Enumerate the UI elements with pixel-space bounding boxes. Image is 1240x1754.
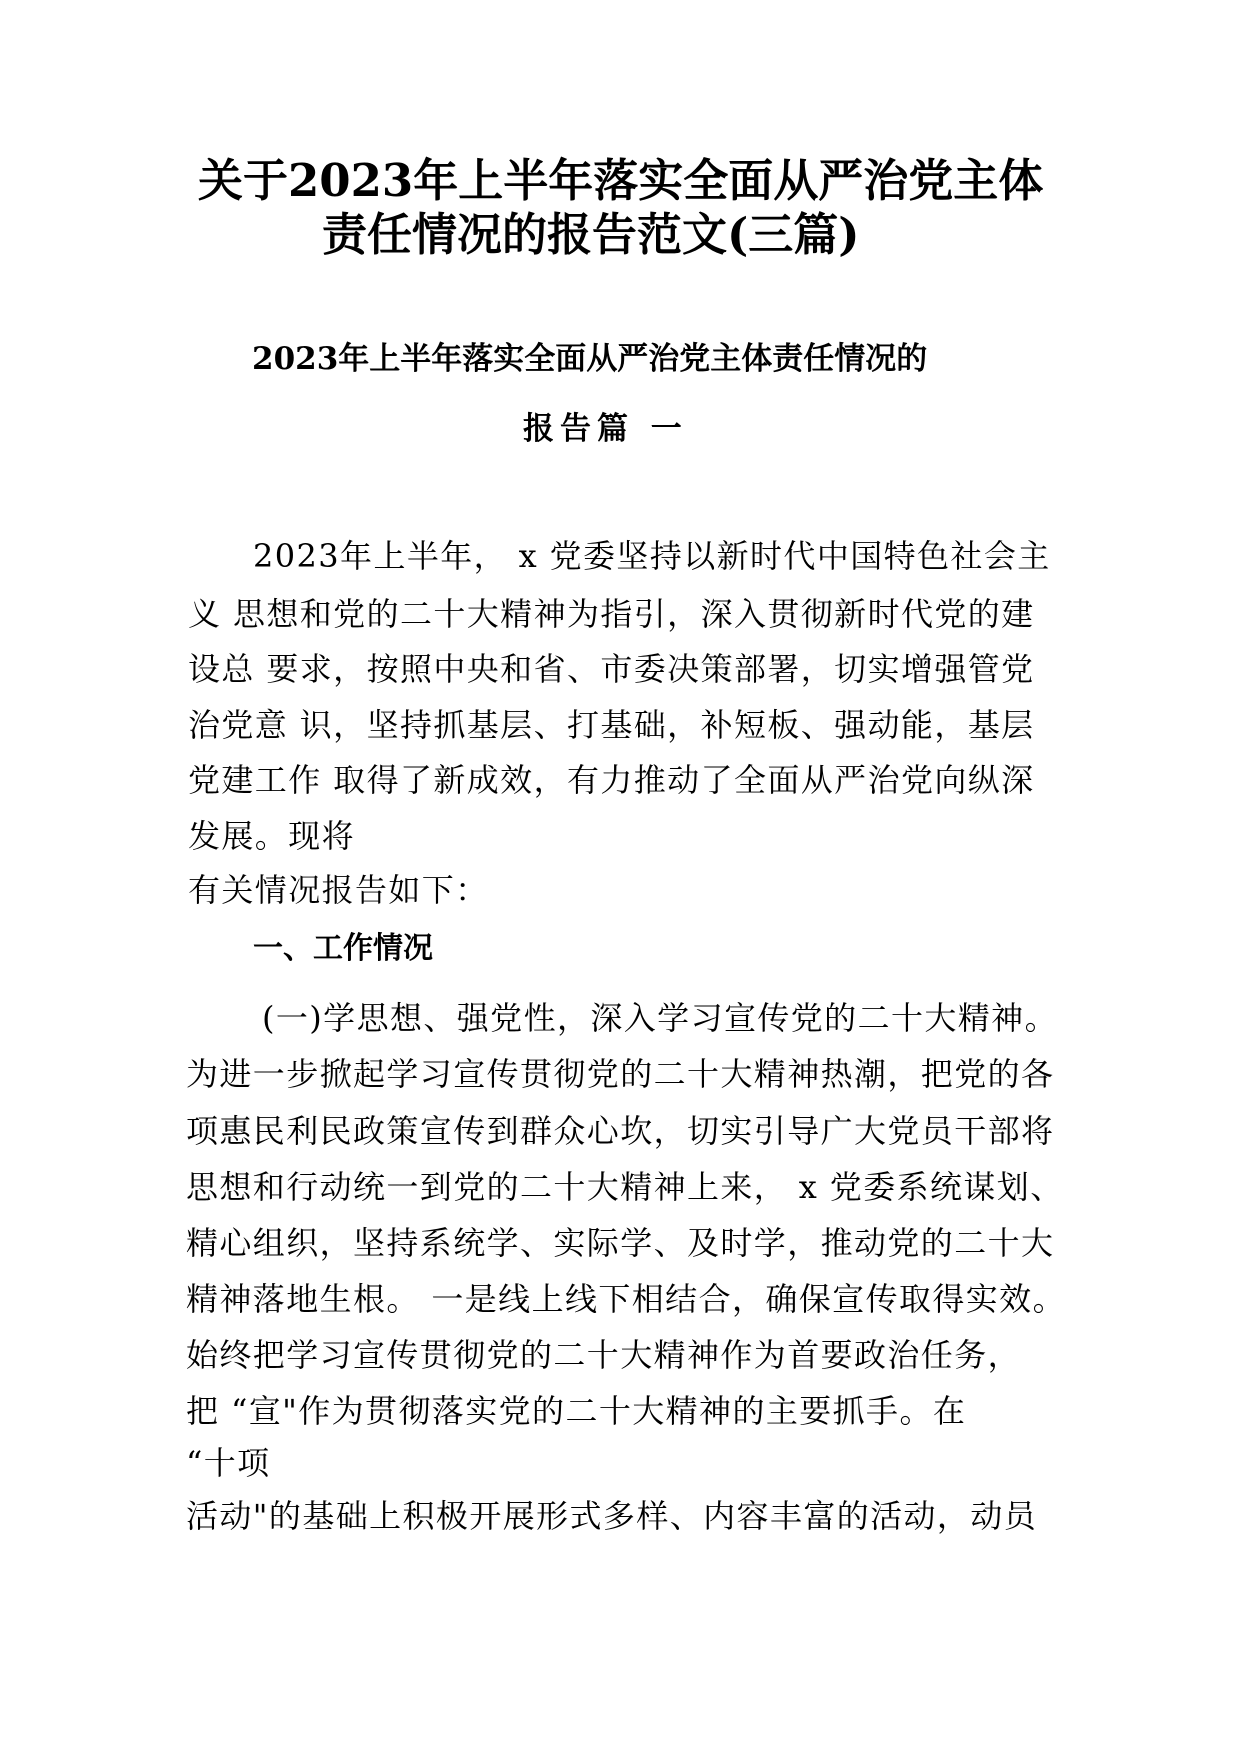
section-paragraph-line: “十项 (186, 1444, 271, 1482)
intro-paragraph-line: 设总 要求，按照中央和省、市委决策部署，切实增强管党 (188, 650, 1035, 688)
intro-paragraph-line: 治党意 识，坚持抓基层、打基础，补短板、强动能，基层 (188, 706, 1035, 744)
section-paragraph-line: 思想和行动统一到党的二十大精神上来， x 党委系统谋划、 (186, 1168, 1064, 1206)
intro-paragraph-line: 2023年上半年， x 党委坚持以新时代中国特色社会主 (253, 537, 1051, 575)
document-title-line-1: 关于2023年上半年落实全面从严治党主体 (198, 154, 1044, 207)
document-title-line-2: 责任情况的报告范文(三篇) (322, 208, 860, 261)
intro-paragraph-line: 义 思想和党的二十大精神为指引，深入贯彻新时代党的建 (188, 595, 1035, 633)
section-paragraph-line: 把 “宣"作为贯彻落实党的二十大精神的主要抓手。在 (186, 1392, 967, 1430)
section-paragraph-line: 为进一步掀起学习宣传贯彻党的二十大精神热潮，把党的各 (186, 1055, 1055, 1093)
report-subtitle-line-1: 2023年上半年落实全面从严治党主体责任情况的 (252, 341, 928, 377)
intro-paragraph-line: 有关情况报告如下： (188, 871, 489, 909)
section-paragraph-line: (一)学思想、强党性，深入学习宣传党的二十大精神。 (262, 999, 1058, 1037)
section-paragraph-line: 精神落地生根。 一是线上线下相结合，确保宣传取得实效。 (186, 1280, 1066, 1318)
section-paragraph-line: 活动"的基础上积极开展形式多样、内容丰富的活动，动员 (186, 1497, 1038, 1535)
report-subtitle-line-2: 报告篇 一 (523, 411, 688, 447)
section-paragraph-line: 项惠民利民政策宣传到群众心坎，切实引导广大党员干部将 (186, 1112, 1055, 1150)
section-paragraph-line: 始终把学习宣传贯彻党的二十大精神作为首要政治任务， (186, 1336, 1022, 1374)
intro-paragraph-line: 党建工作 取得了新成效，有力推动了全面从严治党向纵深 (188, 761, 1035, 799)
section-heading: 一、工作情况 (253, 931, 433, 966)
section-paragraph-line: 精心组织，坚持系统学、实际学、及时学，推动党的二十大 (186, 1224, 1055, 1262)
intro-paragraph-line: 发展。现将 (188, 817, 356, 855)
